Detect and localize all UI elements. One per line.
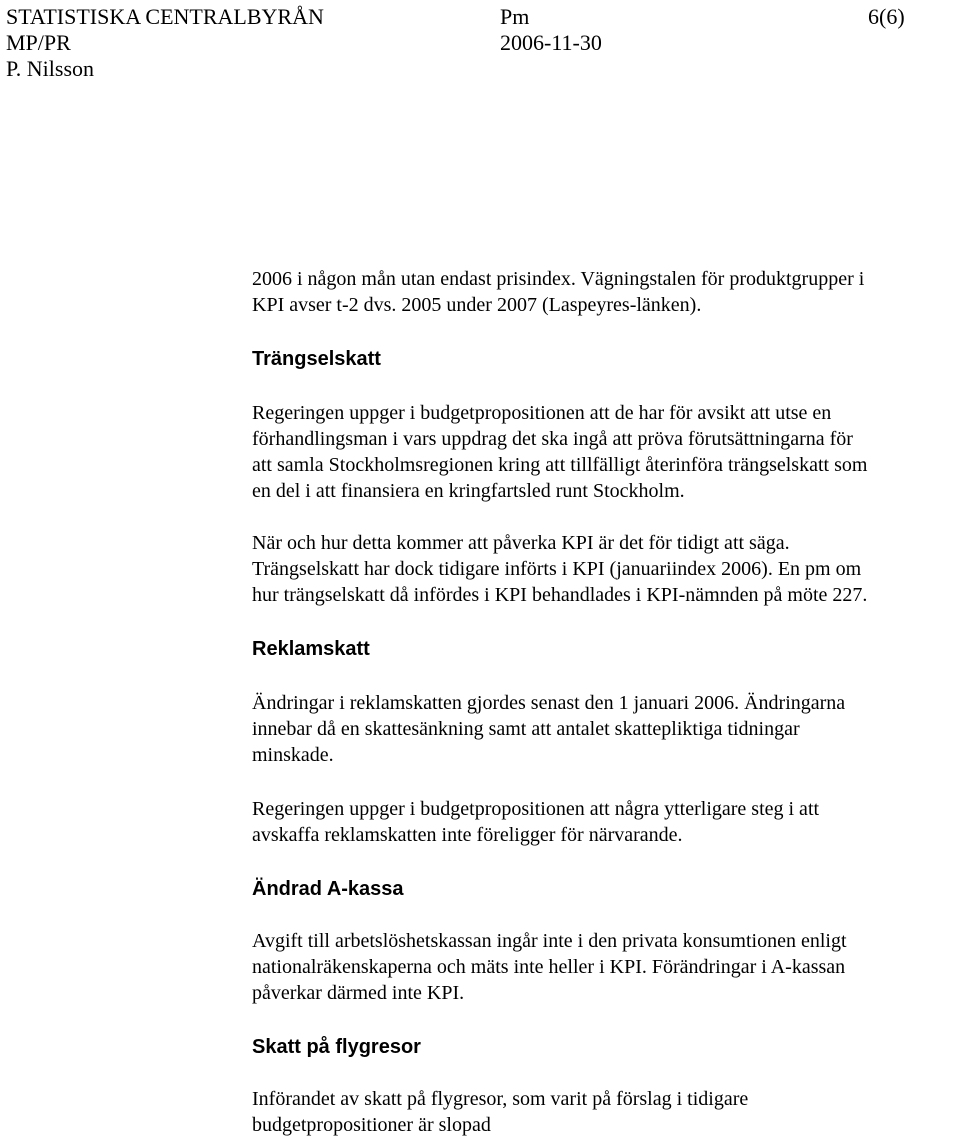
paragraph-trangselskatt-1	[252, 400, 867, 504]
text-line: När och hur detta kommer att påverka KPI är det för tidigt att säga.	[252, 532, 790, 554]
heading-reklamskatt: Reklamskatt	[252, 638, 370, 660]
text-line: hur trängselskatt då infördes i KPI behandlades i KPI-nämnden på möte 227.	[252, 584, 868, 606]
text-line: Ändringar i reklamskatten gjordes senast den 1 januari 2006. Ändringarna	[252, 692, 846, 714]
text-line: en del i att finansiera en kringfartsled runt Stockholm.	[252, 480, 685, 502]
page-number: 6(6)	[868, 4, 905, 29]
text-line: avskaffa reklamskatten inte föreligger för närvarande.	[252, 824, 683, 846]
text-line: Avgift till arbetslöshetskassan ingår inte i den privata konsumtionen enligt	[252, 930, 847, 952]
text-line: minskade.	[252, 744, 334, 766]
text-line: Införandet av skatt på flygresor, som varit på förslag i tidigare	[252, 1088, 749, 1110]
author: P. Nilsson	[6, 56, 95, 81]
department: MP/PR	[6, 30, 71, 55]
text-line: 2006 i någon mån utan endast prisindex. Vägningstalen för produktgrupper i	[252, 268, 865, 290]
text-line: Regeringen uppger i budgetpropositionen att några ytterligare steg i att	[252, 798, 820, 820]
doc-date: 2006-11-30	[500, 30, 602, 55]
text-line: förhandlingsman i vars uppdrag det ska ingå att pröva förutsättningarna för	[252, 428, 853, 450]
paragraph-flygresor	[252, 1086, 748, 1138]
paragraph-reklamskatt-2	[252, 796, 819, 848]
text-line: innebar då en skattesänkning samt att antalet skattepliktiga tidningar	[252, 718, 800, 740]
paragraph-reklamskatt-1	[252, 690, 845, 768]
text-line: KPI avser t-2 dvs. 2005 under 2007 (Laspeyres-länken).	[252, 294, 702, 316]
heading-trangselskatt: Trängselskatt	[252, 348, 381, 370]
heading-andrad-a-kassa: Ändrad A-kassa	[252, 878, 404, 900]
text-line: att samla Stockholmsregionen kring att tillfälligt återinföra trängselskatt som	[252, 454, 868, 476]
heading-skatt-pa-flygresor: Skatt på flygresor	[252, 1036, 421, 1058]
paragraph-a-kassa	[252, 928, 847, 1006]
text-line: Trängselskatt har dock tidigare införts i KPI (januariindex 2006). En pm om	[252, 558, 862, 580]
text-line: Regeringen uppger i budgetpropositionen att de har för avsikt att utse en	[252, 402, 832, 424]
paragraph-intro	[252, 266, 864, 318]
text-line: budgetpropositioner är slopad	[252, 1114, 491, 1136]
org-name: STATISTISKA CENTRALBYRÅN	[6, 4, 324, 29]
doc-type: Pm	[500, 4, 530, 29]
text-line: påverkar därmed inte KPI.	[252, 982, 465, 1004]
paragraph-trangselskatt-2	[252, 530, 867, 608]
text-line: nationalräkenskaperna och mäts inte heller i KPI. Förändringar i A-kassan	[252, 956, 846, 978]
